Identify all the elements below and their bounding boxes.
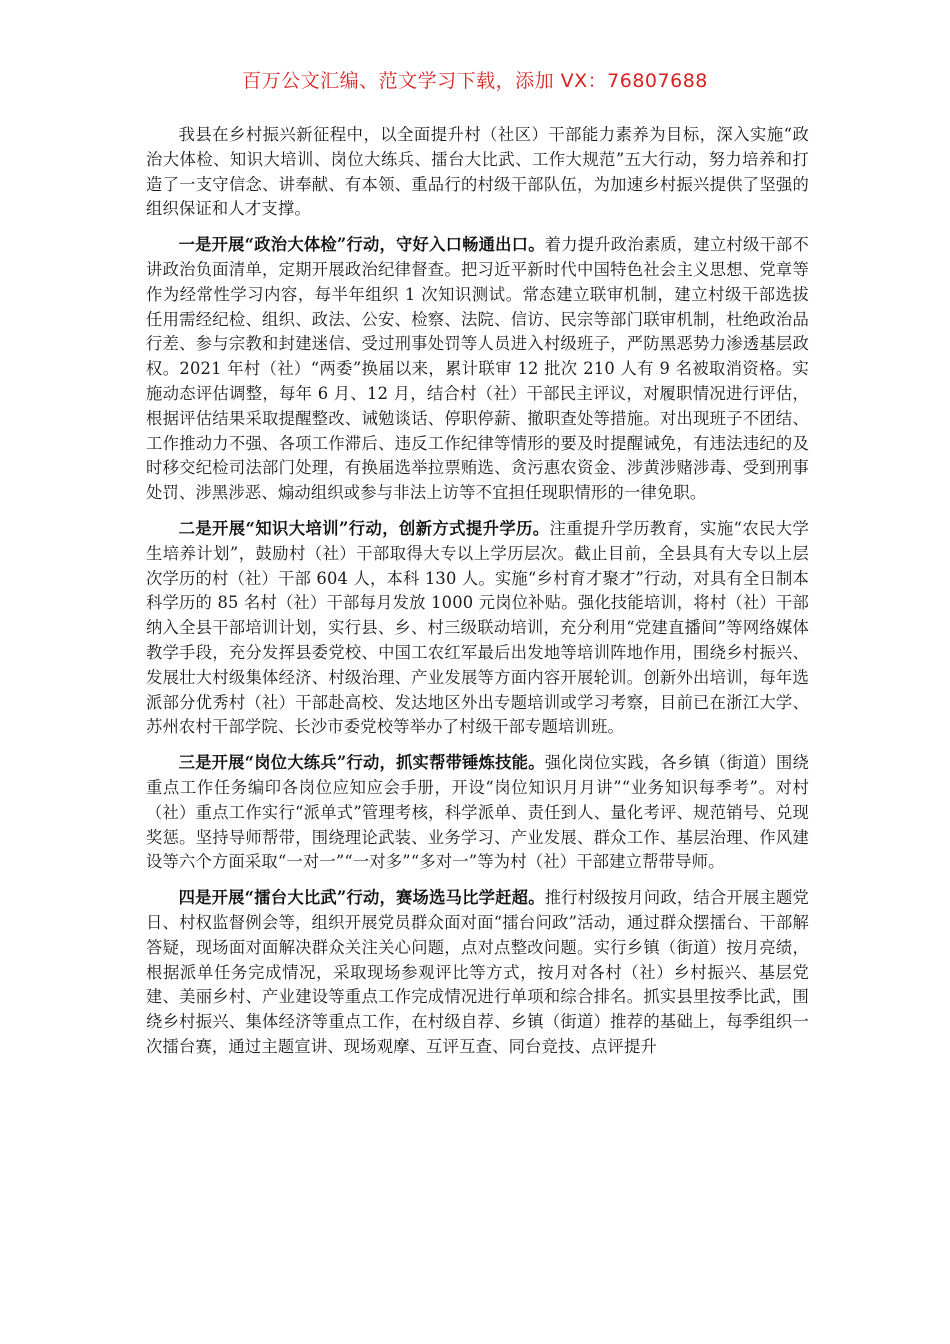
- section-paragraph-4: [146, 886, 809, 1060]
- section-body-3: 强化岗位实践，各乡镇（街道）围绕重点工作任务编印各岗位应知应会手册，开设“岗位知识月月讲”“业务知识每季考”。对村（社）重点工作实行“派单式”管理考核，科学派单、责任到人、量化考评、规范销号、兑现奖惩。坚持导师帮带，围绕理论武装、业务学习、产业发展、群众工作、基层治理、作风建设等六个方面采取“一对一”“一对多”“多对一”等为村（社）干部建立帮带导师。: [146, 753, 809, 872]
- section-lead-1: 一是开展“政治大体检”行动，守好入口畅通出口。: [178, 235, 545, 255]
- section-lead-3: 三是开展“岗位大练兵”行动，抓实帮带锤炼技能。: [178, 753, 545, 773]
- section-lead-4: 四是开展“擂台大比武”行动，赛场选马比学赶超。: [178, 888, 545, 908]
- section-paragraph-1: [146, 233, 809, 506]
- section-body-2: 注重提升学历教育，实施“农民大学生培养计划”，鼓励村（社）干部取得大专以上学历层次。截止目前，全县具有大专以上层次学历的村（社）干部 604 人，本科 130 人。实施“乡村育才聚才”行动，对具有全日制本科学历的 85 名村（社）干部每月发放 1000 元岗位补贴。强化技能培训，将村（社）干部纳入全县干部培训计划，实行县、乡、村三级联动培训，充分利用“党建直播间”等网络媒体教学手段，充分发挥县委党校、中国工农红军最后出发地等培训阵地作用，围绕乡村振兴、发展壮大村级集体经济、村级治理、产业发展等方面内容开展轮训。创新外出培训，每年选派部分优秀村（社）干部赴高校、发达地区外出专题培训或学习考察，目前已在浙江大学、苏州农村干部学院、长沙市委党校等举办了村级干部专题培训班。: [146, 518, 809, 737]
- watermark-header: 百万公文汇编、范文学习下载，添加 VX：76807688: [242, 70, 708, 92]
- section-body-1: 着力提升政治素质，建立村级干部不讲政治负面清单，定期开展政治纪律督查。把习近平新时代中国特色社会主义思想、党章等作为经常性学习内容，每半年组织 1 次知识测试。常态建立联审机制，建立村级干部选拔任用需经纪检、组织、政法、公安、检察、法院、信访、民宗等部门联审机制，杜绝政治品行差、参与宗教和封建迷信、受过刑事处罚等人员进入村级班子，严防黑恶势力渗透基层政权。2021 年村（社）“两委”换届以来，累计联审 12 批次 210 人有 9 名被取消资格。实施动态评估调整，每年 6 月、12 月，结合村（社）干部民主评议，对履职情况进行评估，根据评估结果采取提醒整改、诫勉谈话、停职停薪、撤职查处等措施。对出现班子不团结、工作推动力不强、各项工作滞后、违反工作纪律等情形的要及时提醒诫免，有违法违纪的及时移交纪检司法部门处理，有换届选举拉票贿选、贪污惠农资金、涉黄涉赌涉毒、受到刑事处罚、涉黑涉恶、煽动组织或参与非法上访等不宜担任现职情形的一律免职。: [146, 235, 809, 503]
- intro-paragraph: 我县在乡村振兴新征程中，以全面提升村（社区）干部能力素养为目标，深入实施“政治大体检、知识大培训、岗位大练兵、擂台大比武、工作大规范”五大行动，努力培养和打造了一支守信念、讲奉献、有本领、重品行的村级干部队伍，为加速乡村振兴提供了坚强的组织保证和人才支撑。: [146, 125, 809, 219]
- document-body: [146, 123, 809, 1071]
- section-lead-2: 二是开展“知识大培训”行动，创新方式提升学历。: [178, 518, 550, 538]
- section-paragraph-2: [146, 517, 809, 740]
- section-body-4: 推行村级按月问政，结合开展主题党日、村权监督例会等，组织开展党员群众面对面“擂台问政”活动，通过群众摆擂台、干部解答疑，现场面对面解决群众关注关心问题，点对点整改问题。实行乡镇（街道）按月亮绩，根据派单任务完成情况，采取现场参观评比等方式，按月对各村（社）乡村振兴、基层党建、美丽乡村、产业建设等重点工作完成情况进行单项和综合排名。抓实县里按季比武，围绕乡村振兴、集体经济等重点工作，在村级自荐、乡镇（街道）推荐的基础上，每季组织一次擂台赛，通过主题宣讲、现场观摩、互评互查、同台竞技、点评提升: [146, 888, 809, 1056]
- section-paragraph-3: [146, 751, 809, 875]
